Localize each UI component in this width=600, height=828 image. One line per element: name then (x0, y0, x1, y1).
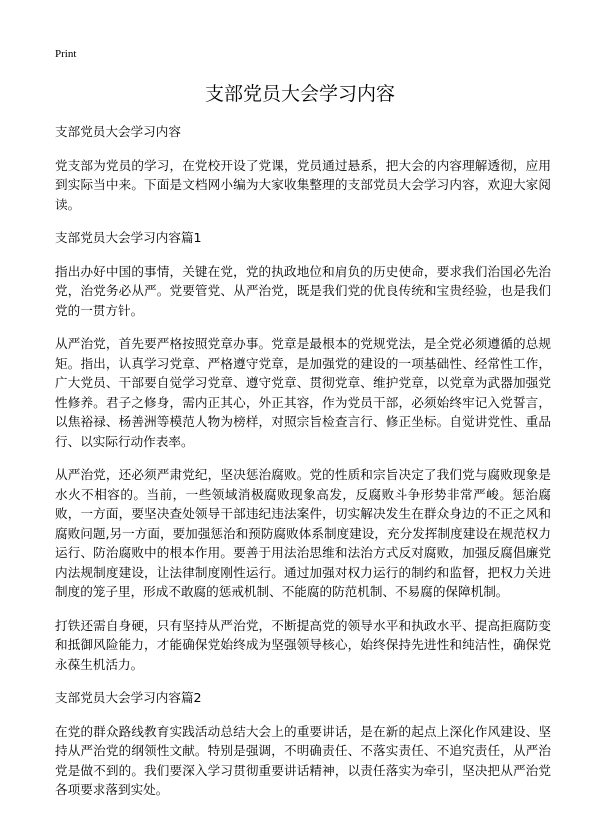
paragraph: 从严治党，还必须严肃党纪，坚决惩治腐败。党的性质和宗旨决定了我们党与腐败现象是水火不相容的。当前，一些领域消极腐败现象高发，反腐败斗争形势非常严峻。惩治腐败，一方面，要坚决查处领导干部违纪违法案件，切实解决发生在群众身边的不正之风和腐败问题,另一方面，要加强惩治和预防腐败体系制度建设，充分发挥制度建设在规范权力运行、防治腐败中的根本作用。要善于用法治思维和法治方式反对腐败，加强反腐倡廉党内法规制度建设，让法律制度刚性运行。通过加强对权力运行的制约和监督，把权力关进制度的笼子里，形成不敢腐的惩戒机制、不能腐的防范机制、不易腐的保障机制。 (55, 467, 551, 599)
document-title: 支部党员大会学习内容 (204, 83, 395, 105)
intro-heading: 支部党员大会学习内容 (55, 124, 181, 139)
paragraph: 党支部为党员的学习，在党校开设了党课，党员通过悬系，把大会的内容理解透彻，应用到实际当中来。下面是文档网小编为大家收集整理的支部党员大会学习内容，欢迎大家阅读。 (55, 157, 551, 212)
print-link[interactable]: Print (55, 48, 77, 60)
paragraph: 指出办好中国的事情，关键在党，党的执政地位和肩负的历史使命，要求我们治国必先治党，治党务必从严。党要管党、从严治党，既是我们党的优良传统和宝贵经验，也是我们党的一贯方针。 (55, 263, 551, 318)
paragraph: 从严治党，首先要严格按照党章办事。党章是最根本的党规党法，是全党必须遵循的总规矩。指出，认真学习党章、严格遵守党章，是加强党的建设的一项基础性、经常性工作，广大党员、干部要自觉学习党章、遵守党章、贯彻党章、维护党章，以党章为武器加强党性修养。君子之修身，需内正其心，外正其容，作为党员干部，必须始终牢记入党誓言，以焦裕禄、杨善洲等模范人物为榜样，对照宗旨检查言行、修正坐标。自觉讲党性、重品行、以实际行动作表率。 (55, 336, 551, 449)
paragraph: 打铁还需自身硬，只有坚持从严治党，不断提高党的领导水平和执政水平、提高拒腐防变和抵御风险能力，才能确保党始终成为坚强领导核心，始终保持先进性和纯洁性，确保党永葆生机活力。 (55, 617, 551, 672)
paragraph: 在党的群众路线教育实践活动总结大会上的重要讲话，是在新的起点上深化作风建设、坚持从严治党的纲领性文献。特别是强调，不明确责任、不落实责任、不追究责任，从严治党是做不到的。我们要深入学习贯彻重要讲话精神，以责任落实为牵引，坚决把从严治党各项要求落到实处。 (55, 723, 551, 797)
section-heading-2: 支部党员大会学习内容篇2 (55, 690, 202, 705)
document-body (55, 122, 551, 814)
section-heading-1: 支部党员大会学习内容篇1 (55, 230, 202, 245)
